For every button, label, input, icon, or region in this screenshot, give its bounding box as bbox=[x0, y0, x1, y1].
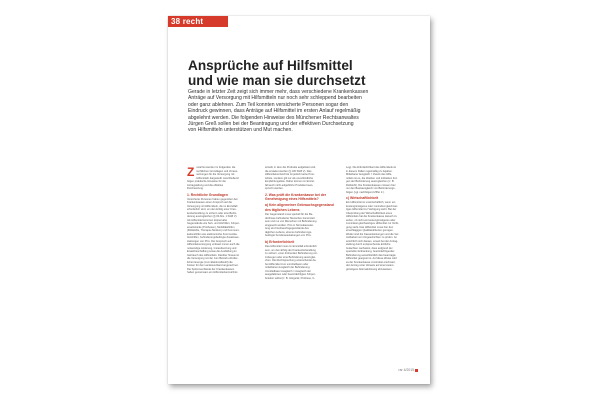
text-line: stellung durch entsprechende ärztliche bbox=[346, 243, 391, 247]
lead-line: von Hilfsmitteln unterstützen und Mut machen. bbox=[188, 127, 293, 134]
subsection-heading: b) Erforderlichkeit bbox=[265, 239, 295, 244]
text-line: den Antrag unter Hinweis auf eine kosten- bbox=[346, 264, 395, 268]
text-line: Hilfsmittelversorgung umfasst immer auch die bbox=[187, 243, 240, 247]
text-line: in diesem Fällen regelmäßig zu bejahen. bbox=[346, 169, 393, 173]
text-line: funktion selbst (z. B. Hörgerät, Prothese, C- bbox=[265, 276, 316, 280]
text-line: Weder sind die Kassenleistungen und die Ver- bbox=[346, 232, 400, 236]
text-line: Gutachten nachweist, dass aufgrund der bbox=[346, 246, 393, 250]
text-line: sprucht werden. bbox=[265, 187, 284, 190]
text-line: Mittelbarer Ausgleich = Zweck des Hilfs- bbox=[346, 173, 393, 176]
text-line: gen der Behinderung auszugleichen (z. B. bbox=[346, 180, 395, 183]
text-line: tung sind Gebrauchsgegenstände des bbox=[265, 227, 309, 231]
text-line: sein, um den Erfolg der Krankenbehandlung bbox=[265, 248, 316, 252]
text-line: tivliste, sondern gilt nur als unverbindliche bbox=[265, 176, 314, 180]
lead-line: abgelehnt werden. Die folgenden Hinweise des Münchener Rechtsanwaltes bbox=[188, 114, 359, 121]
lead-line: Eindruck gewinnen, dass Anträge auf Hilfsmittel im ersten Anlauf regelmäßig bbox=[188, 108, 361, 115]
text-line: Leg). Die Erforderlichkeit des Hilfsmittels ist bbox=[346, 166, 397, 169]
text-line: ausgefallenen oder beeinträchtigten Körper- bbox=[265, 273, 316, 277]
body-block bbox=[265, 245, 337, 280]
body-block bbox=[187, 198, 255, 275]
text-line: Ersatzbeschaffung sowie die Ausbildung im bbox=[187, 250, 237, 254]
body-block bbox=[265, 213, 337, 238]
text-line: Behinderung ausschließlich das beantragte bbox=[346, 253, 396, 257]
text-line: tiges Hilfsmittel zur Verfügung steht. Bei der bbox=[346, 208, 397, 212]
intro-block bbox=[187, 166, 255, 191]
column-1 bbox=[187, 166, 255, 275]
magazine-page bbox=[168, 16, 430, 384]
text-line: sehen, ob nicht ein kostengünstigeres aber bbox=[346, 218, 396, 222]
text-line: zu sichern, einer drohenden Behinderung vor- bbox=[265, 252, 318, 256]
intro-block bbox=[265, 166, 337, 191]
text-line: speziellen Erkrankung, beeinträchtigender bbox=[346, 250, 395, 254]
article-title bbox=[188, 58, 420, 88]
text-line: bedingte Sonderausstattungen von PCs. bbox=[265, 234, 312, 238]
body-block bbox=[346, 201, 416, 271]
column-3 bbox=[346, 166, 416, 271]
text-line: setzungen für die Versorgung mit bbox=[196, 173, 235, 176]
text-line: Unmittelbarer Ausgleich = Ausgleich der bbox=[265, 269, 311, 273]
subsection-heading: a) Kein allgemeiner Gebrauchsgegenstand des täglichen Lebens bbox=[265, 203, 334, 212]
text-line: einschlägigen Qualitätskriterien genügen. bbox=[346, 229, 394, 233]
drop-cap: Z bbox=[187, 165, 195, 179]
text-line: dürfnisse behinderter Menschen konstruiert bbox=[265, 216, 315, 220]
text-line: sein und nur von Menschen mit Behinderung bbox=[265, 220, 317, 224]
intro-block bbox=[346, 166, 416, 194]
text-line: Der Gegenstand muss speziell für die Be- bbox=[265, 213, 314, 217]
text-line: tretbarkeit von Vorgeschichten zu prüfen. Ist bbox=[346, 236, 397, 240]
article-lead bbox=[188, 89, 414, 134]
text-line: nur den Basisausgleich von Behinderungs- bbox=[346, 187, 396, 190]
text-line: bei Hilfsmittel zum unmittelbaren oder bbox=[265, 262, 309, 266]
text-line: Als Hilfsmittel kommen körpernahe bbox=[187, 218, 228, 222]
lead-line: Jürgen Greß sollen bei der Beantragung und der effektiven Durchsetzung bbox=[188, 121, 354, 128]
text-line: Das Hilfsmittel muss im Einzelfall erforderlich bbox=[265, 245, 317, 249]
footer-text: rar 4/2015 bbox=[398, 368, 414, 372]
text-line: zubeugen oder eine Behinderung auszuglei- bbox=[265, 255, 316, 259]
text-line: folgen (vgl. nachfolgend Ziffer 2.). bbox=[346, 190, 385, 194]
text-line: fall auch nicht aufgeführte Produkte bean- bbox=[265, 183, 314, 187]
text-line: lichen Energie (zum Elektrorollstuhl) die bbox=[187, 260, 233, 264]
text-line: Gegenstände wie Seh- und Hörhilfen, Körper- bbox=[187, 222, 240, 226]
page-footer bbox=[399, 368, 418, 372]
text-line: Durchsetzung. bbox=[187, 187, 204, 190]
text-line: derung auszugleichen (§ 33 Abs. 1 SGB V). bbox=[187, 215, 238, 219]
text-line: Versicherte Personen haben gegenüber den bbox=[187, 197, 238, 201]
section-tag: 38 recht bbox=[171, 17, 204, 26]
title-line: und wie man sie durchsetzt bbox=[188, 73, 366, 89]
text-line: tionshilfen, behinderungsbedingte Zusatzaus- bbox=[187, 236, 240, 240]
text-line: mittelbaren Ausgleich der Behinderung. bbox=[265, 266, 311, 270]
text-line: (Rollstühle, Therapie-Tandem) und Kommuni- bbox=[187, 229, 240, 233]
text-line: Die Spitzenverbände der Krankenkassen bbox=[187, 267, 235, 271]
text-line: Überprüfung der Wirtschaftlichkeit eines bbox=[346, 211, 392, 215]
text-line: ersatzstücke (Prothesen), Mobilitätshilfen bbox=[187, 225, 235, 229]
text-line: kostengünstigeres oder zumindest gleichwer- bbox=[346, 204, 399, 208]
text-line: kationshilfen wie elektronische Kommunika- bbox=[187, 232, 238, 236]
text-line: stattungen von PCs. Der Anspruch auf bbox=[187, 239, 232, 243]
text-line: Rollstuhl). Die Krankenkassen müssen hier bbox=[346, 183, 396, 187]
section-heading: 1. Rechtliche Grundlagen bbox=[187, 192, 228, 197]
subsection-heading: c) Wirtschaftlichkeit bbox=[346, 196, 379, 200]
text-line: Empfehlungsliste. Daher können im Einzel- bbox=[265, 180, 315, 183]
text-line: chen. Die Rechtsprechung unterscheidet da- bbox=[265, 259, 317, 263]
text-line: Versorgung mit Hilfsmitteln, die im Einzelfall bbox=[187, 204, 238, 208]
text-line: kenbehandlung zu sichern oder eine Behin- bbox=[187, 211, 238, 215]
text-line: erforderlich sind, um den Erfolg einer Kran- bbox=[187, 208, 237, 212]
text-line: Gebrauch des Hilfsmittels. Darüber hinaus ist bbox=[187, 253, 240, 257]
text-line: die erstattet werden (§ 139 SGB V). Das bbox=[265, 169, 312, 173]
text-line: täglichen Lebens, ebenso behinderungs- bbox=[265, 230, 312, 234]
text-line: die Versorgung mit der zum Betrieb erforder- bbox=[187, 257, 239, 261]
text-line: Hilfsmittel geeignet ist. Auf diese Weise wird bbox=[346, 257, 397, 261]
text-line: erstellt, in dem die Produkte aufgelistet sind, bbox=[265, 166, 316, 169]
text-line: Hilfsmittels hat die Krankenkasse danach zu bbox=[346, 215, 397, 219]
text-line: folgen praktische Hinweise für die bbox=[187, 180, 226, 183]
text-line: haben gemeinsam ein Hilfsmittelverzeichnis bbox=[187, 271, 238, 275]
text-line: eingesetzt werden. PCs in Normalausstat- bbox=[265, 223, 314, 227]
text-line: zumindest gleichwertiges Hilfsmittel zur Verfü- bbox=[346, 222, 399, 226]
text-line: rechtlichen Grundlagen und Voraus- bbox=[196, 169, 238, 173]
section-bar bbox=[168, 16, 228, 27]
section-heading: 2. Was prüft die Krankenkasse bei der Genehmigung eines Hilfsmittels? bbox=[265, 192, 327, 201]
text-line: gung steht. Das Hilfsmittel muss hier den bbox=[346, 225, 394, 229]
text-line: notwendige Änderung, Instandsetzung und bbox=[187, 246, 237, 250]
text-line: günstigere Alternativlösung abzuweisen. bbox=[346, 267, 393, 271]
text-line: unächst werden im Folgenden die bbox=[196, 166, 236, 169]
lead-line: Gerade in letzter Zeit zeigt sich immer mehr, dass verschiedene Krankenkassen bbox=[188, 89, 369, 95]
text-line: Kosten für den Landesverband angerechnet. bbox=[187, 264, 239, 268]
text-line: ersichtlich sich daraus, soweit bei der Antrag- bbox=[346, 239, 399, 243]
column-2 bbox=[265, 166, 337, 280]
text-line: mittels ist es, die direkten und indirekten Fol- bbox=[346, 176, 398, 180]
lead-line: Anträge auf Versorgung mit Hilfsmitteln nur noch sehr schleppend bearbeiten bbox=[188, 95, 362, 102]
text-line: Ein Hilfsmittel ist unwirtschaftlich, wenn ein bbox=[346, 201, 396, 205]
end-mark-icon bbox=[415, 369, 418, 372]
text-line: Krankenkassen einen Anspruch auf die bbox=[187, 201, 232, 205]
text-line: Hilfsmitteln dargestellt. Anschließend bbox=[196, 176, 239, 180]
text-line: Antragstellung und die effektive bbox=[187, 183, 224, 187]
title-line: Ansprüche auf Hilfsmittel bbox=[188, 58, 353, 73]
lead-line: oder ganz ablehnen. Zum Teil konnten versicherte Personen sogar den bbox=[188, 101, 349, 108]
text-line: Hilfsmittelverzeichnis ist jedoch keine Posi- bbox=[265, 173, 315, 176]
text-line: es der Krankenkasse zumindest erschwert, bbox=[346, 260, 396, 264]
